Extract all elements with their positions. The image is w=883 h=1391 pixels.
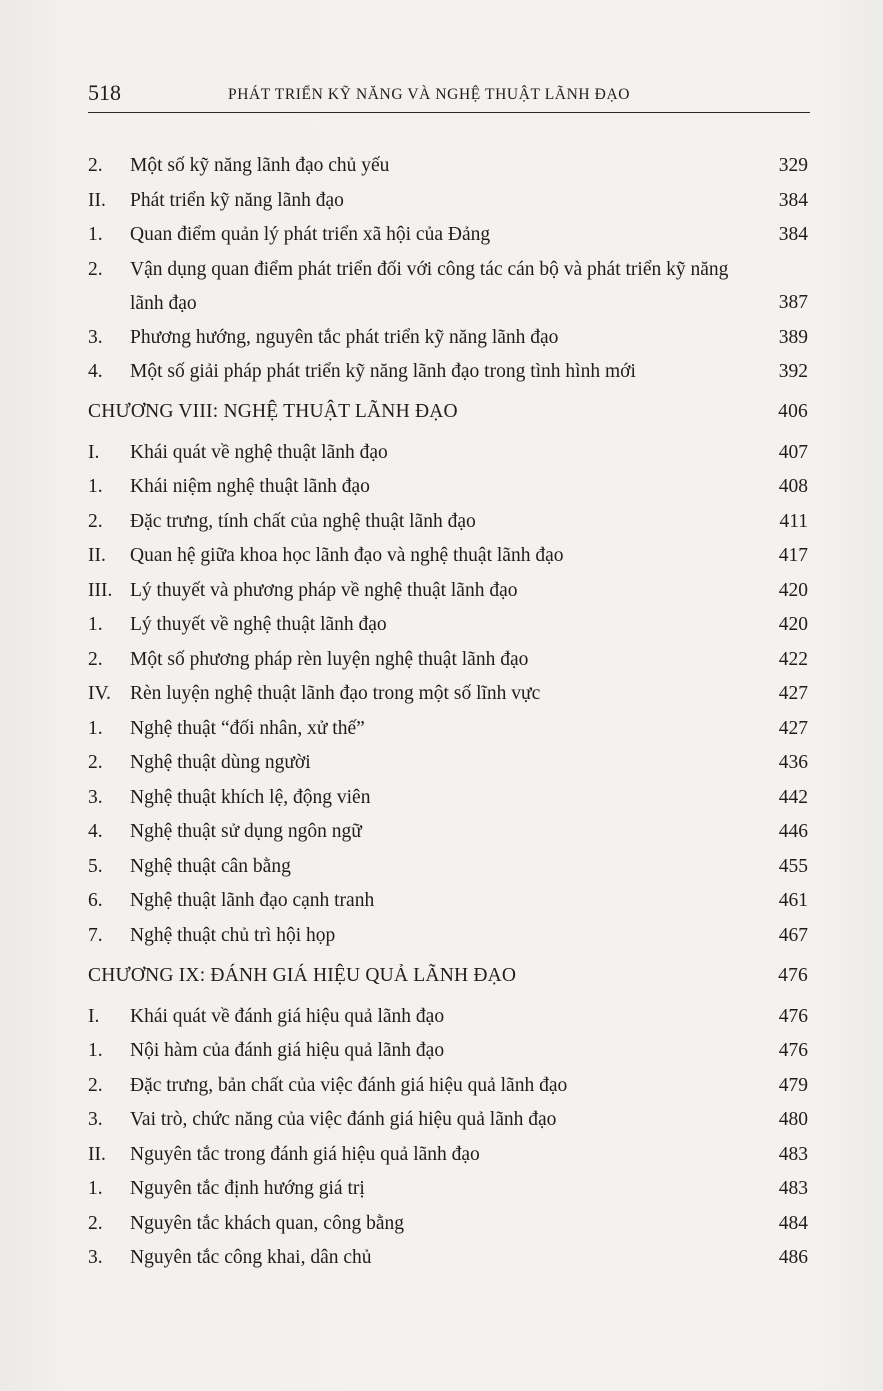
toc-entry xyxy=(88,1103,808,1138)
toc-page-number: 384 xyxy=(778,224,808,245)
toc-entry-title: Nghệ thuật dùng người xyxy=(130,752,311,773)
toc-page-number: 329 xyxy=(778,155,808,176)
toc-entry-title: Nghệ thuật lãnh đạo cạnh tranh xyxy=(130,890,375,911)
toc-page-number: 387 xyxy=(778,292,808,313)
toc-entry-number: II. xyxy=(88,1143,106,1165)
page-number: 518 xyxy=(88,80,121,105)
toc-entry-title: Quan điểm quản lý phát triển xã hội của Đảng xyxy=(130,224,491,245)
toc-entry-title: Quan hệ giữa khoa học lãnh đạo và nghệ thuật lãnh đạo xyxy=(130,545,564,566)
toc-entry-number: I. xyxy=(88,441,100,463)
toc-page-number: 486 xyxy=(778,1247,808,1268)
toc-entry-title: Vận dụng quan điểm phát triển đối với công tác cán bộ và phát triển kỹ năng lãnh đạo xyxy=(130,258,729,314)
toc-entry xyxy=(88,1000,808,1035)
chapter-title: CHƯƠNG IX: ĐÁNH GIÁ HIỆU QUẢ LÃNH ĐẠO xyxy=(88,965,517,986)
toc-entry-number: 2. xyxy=(88,1074,103,1096)
toc-page-number: 408 xyxy=(778,476,808,497)
toc-entry-number: 1. xyxy=(88,1040,103,1061)
toc-entry xyxy=(88,1207,808,1242)
toc-entry-number: 2. xyxy=(88,752,103,773)
toc-chapter-heading xyxy=(88,959,808,994)
toc-entry-number: 3. xyxy=(88,326,103,348)
toc-page-number: 455 xyxy=(778,855,808,877)
toc-entry xyxy=(88,218,808,253)
toc-entry xyxy=(88,184,808,219)
toc-entry xyxy=(88,677,808,712)
toc-entry xyxy=(88,149,808,184)
toc-entry-number: II. xyxy=(88,189,106,211)
toc-page-number: 467 xyxy=(778,924,808,946)
toc-entry xyxy=(88,712,808,747)
toc-entry xyxy=(88,1034,808,1069)
toc-entry-title: Khái quát về nghệ thuật lãnh đạo xyxy=(130,441,388,463)
toc-entry-number: 3. xyxy=(88,786,103,808)
toc-entry-number: 2. xyxy=(88,1212,103,1234)
toc-page-number: 446 xyxy=(778,821,808,842)
toc-entry-title: Nghệ thuật cân bằng xyxy=(130,855,291,877)
toc-page-number: 484 xyxy=(778,1212,808,1234)
toc-entry-number: 1. xyxy=(88,614,103,635)
toc-entry-title: Rèn luyện nghệ thuật lãnh đạo trong một số lĩnh vực xyxy=(130,683,541,704)
toc-entry xyxy=(88,1241,808,1276)
toc-entry xyxy=(88,1069,808,1104)
toc-page-number: 420 xyxy=(778,614,808,635)
toc-entry xyxy=(88,321,808,356)
toc-entry-number: 5. xyxy=(88,855,103,877)
toc-entry xyxy=(88,746,808,781)
toc-entry-title: Nghệ thuật “đối nhân, xử thế” xyxy=(130,717,365,739)
toc-page-number: 442 xyxy=(778,786,808,808)
toc-entry-number: 1. xyxy=(88,224,103,245)
toc-page-number: 479 xyxy=(778,1074,808,1096)
toc-entry-title: Một số phương pháp rèn luyện nghệ thuật lãnh đạo xyxy=(130,648,529,670)
toc-entry-number: I. xyxy=(88,1005,100,1027)
page-header xyxy=(88,76,810,113)
toc-entry xyxy=(88,539,808,574)
toc-page-number: 480 xyxy=(778,1109,808,1130)
toc-entry-number: 1. xyxy=(88,1178,103,1199)
toc-entry xyxy=(88,643,808,678)
toc-entry xyxy=(88,850,808,885)
toc-page-number: 384 xyxy=(778,189,808,211)
toc-page-number: 420 xyxy=(778,579,808,601)
toc-entry-title: Một số kỹ năng lãnh đạo chủ yếu xyxy=(130,155,390,176)
toc-entry xyxy=(88,574,808,609)
toc-entry xyxy=(88,815,808,850)
toc-entry xyxy=(88,355,808,389)
toc-entry-title: Khái niệm nghệ thuật lãnh đạo xyxy=(130,476,370,497)
toc-entry xyxy=(88,781,808,816)
toc-entry-title: Nghệ thuật khích lệ, động viên xyxy=(130,786,371,808)
toc-entry xyxy=(88,436,808,471)
toc-entry-title: Phương hướng, nguyên tắc phát triển kỹ năng lãnh đạo xyxy=(130,326,559,348)
toc-entry-title: Đặc trưng, bản chất của việc đánh giá hiệu quả lãnh đạo xyxy=(130,1074,568,1096)
toc-entry-title: Phát triển kỹ năng lãnh đạo xyxy=(130,189,344,211)
toc-entry-title: Nguyên tắc khách quan, công bằng xyxy=(130,1212,404,1234)
toc-page-number: 427 xyxy=(778,683,808,704)
toc-entry-number: 2. xyxy=(88,258,103,280)
toc-entry xyxy=(88,470,808,505)
toc-entry xyxy=(88,253,808,321)
toc-entry-number: 1. xyxy=(88,717,103,739)
toc-entry-number: 2. xyxy=(88,155,103,176)
toc-entry-number: 2. xyxy=(88,510,103,532)
toc-entry xyxy=(88,1172,808,1207)
toc-page-number: 417 xyxy=(778,545,808,566)
toc-entry-title: Khái quát về đánh giá hiệu quả lãnh đạo xyxy=(130,1005,445,1027)
toc-entry-number: IV. xyxy=(88,683,111,704)
toc-page-number: 436 xyxy=(778,752,808,773)
toc-entry-title: Nghệ thuật sử dụng ngôn ngữ xyxy=(130,821,362,842)
toc-entry-number: 2. xyxy=(88,648,103,670)
toc-entry xyxy=(88,884,808,919)
chapter-title: CHƯƠNG VIII: NGHỆ THUẬT LÃNH ĐẠO xyxy=(88,401,458,422)
toc-page-number: 427 xyxy=(778,717,808,739)
toc-page-number: 389 xyxy=(778,326,808,348)
toc-entry-number: 7. xyxy=(88,924,103,946)
toc-page-number: 483 xyxy=(778,1143,808,1165)
toc-entry-number: 3. xyxy=(88,1109,103,1130)
toc-entry-title: Đặc trưng, tính chất của nghệ thuật lãnh đạo xyxy=(130,510,476,532)
toc-entry-number: II. xyxy=(88,545,106,566)
toc-entry-title: Lý thuyết và phương pháp về nghệ thuật lãnh đạo xyxy=(130,579,518,601)
toc-entry xyxy=(88,1138,808,1173)
toc-page-number: 392 xyxy=(778,360,808,382)
toc-entry-number: 4. xyxy=(88,361,103,382)
toc-page-number: 483 xyxy=(778,1178,808,1199)
toc-entry-number: 1. xyxy=(88,476,103,497)
toc-entry-title: Nguyên tắc trong đánh giá hiệu quả lãnh đạo xyxy=(130,1143,480,1165)
toc-page-number: 406 xyxy=(778,401,808,422)
toc-page-number: 407 xyxy=(778,441,808,463)
toc-page-number: 461 xyxy=(778,890,808,911)
toc-page-number: 476 xyxy=(778,965,808,986)
running-title: PHÁT TRIỂN KỸ NĂNG VÀ NGHỆ THUẬT LÃNH ĐẠO xyxy=(228,86,631,103)
toc-entry-title: Nguyên tắc công khai, dân chủ xyxy=(130,1247,372,1268)
toc-entry-title: Nguyên tắc định hướng giá trị xyxy=(130,1178,365,1199)
toc-entry-number: III. xyxy=(88,579,113,601)
toc-entry-title: Nội hàm của đánh giá hiệu quả lãnh đạo xyxy=(130,1040,445,1061)
toc-entry-number: 3. xyxy=(88,1247,103,1268)
toc-chapter-heading xyxy=(88,395,808,430)
toc-page-number: 476 xyxy=(778,1040,808,1061)
table-of-contents xyxy=(88,149,808,1276)
toc-entry-number: 4. xyxy=(88,821,103,842)
toc-entry-title: Lý thuyết về nghệ thuật lãnh đạo xyxy=(130,614,387,635)
toc-entry-title: Nghệ thuật chủ trì hội họp xyxy=(130,924,336,946)
toc-page-number: 411 xyxy=(779,510,808,532)
toc-entry xyxy=(88,505,808,540)
toc-entry-number: 6. xyxy=(88,890,103,911)
toc-page-number: 422 xyxy=(778,648,808,670)
toc-page-number: 476 xyxy=(778,1005,808,1027)
toc-entry xyxy=(88,919,808,954)
toc-entry-title: Vai trò, chức năng của việc đánh giá hiệu quả lãnh đạo xyxy=(130,1109,557,1130)
toc-entry xyxy=(88,608,808,643)
toc-entry-title: Một số giải pháp phát triển kỹ năng lãnh đạo trong tình hình mới xyxy=(130,361,636,382)
